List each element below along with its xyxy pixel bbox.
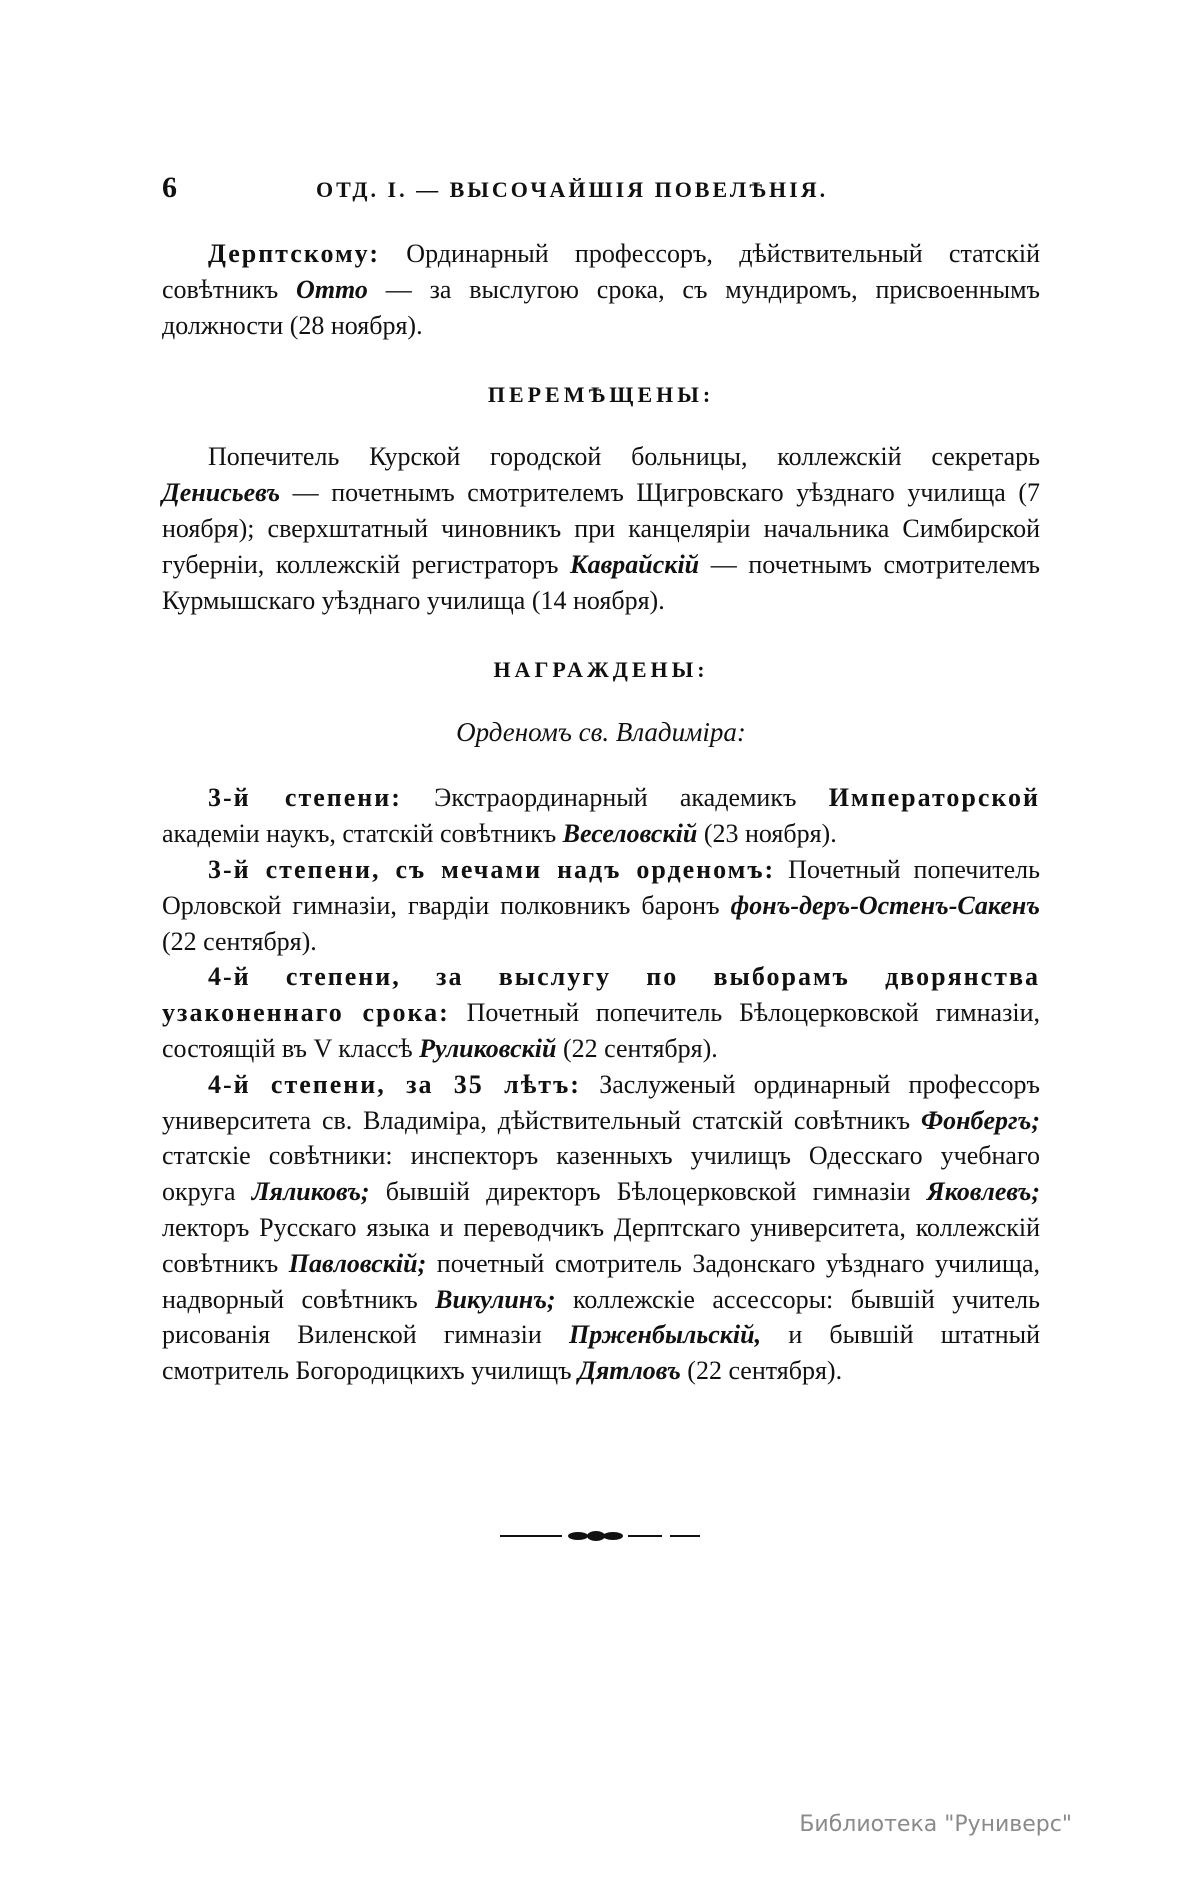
text-run: Почетный попечитель Бѣлоцерковской гимназіи, состоящій въ V классѣ — [162, 998, 1040, 1063]
text-run: — за выслугою срока, съ мундиромъ, присвоеннымъ должности (28 ноября). — [162, 274, 1041, 340]
library-watermark: Библиотека "Руниверс" — [799, 1812, 1072, 1837]
text-run: — почетнымъ смотрителемъ Щигровскаго уѣзднаго училища (7 ноября); сверхштатный чиновникъ при канцеляріи начальника Симбирской губерніи, коллежскій регистраторъ — [162, 478, 1040, 579]
person-name: фонъ-деръ-Остенъ-Сакенъ — [730, 890, 1040, 920]
imperial-word: Императорской — [828, 783, 1040, 813]
person-name: Веселовскій — [562, 819, 698, 849]
text-run: (23 ноября). — [697, 819, 837, 849]
text-run: статскіе совѣтники: инспекторъ казенныхъ училищъ Одесскаго учебнаго округа — [162, 1141, 1040, 1207]
text-run: Заслуженый ординарный профессоръ университета св. Владиміра, дѣйствительный статскій совѣтникъ — [162, 1069, 1040, 1135]
award-degree: 3-й степени: — [208, 783, 402, 813]
body-text — [162, 236, 1040, 1389]
text-run: почетный смотритель Задонскаго уѣзднаго училища, надворный совѣтникъ — [162, 1248, 1040, 1314]
university-lead: Дерптскому: — [208, 239, 380, 268]
paragraph-transfers — [162, 439, 1040, 618]
text-run: Ординарный профессоръ, дѣйствительный статскій совѣтникъ — [162, 239, 1040, 304]
text-run: Почетный попечитель Орловской гимназіи, гвардіи полковникъ баронъ — [162, 854, 1040, 920]
person-name: Руликовскій — [419, 1033, 557, 1063]
paragraph-derpt — [162, 236, 1040, 343]
text-run: Попечитель Курской городской больницы, коллежскій секретарь — [208, 442, 1040, 472]
person-name: Каврайскій — [570, 549, 700, 579]
person-name: Ляликовъ; — [251, 1177, 370, 1207]
text-run: и бывшій штатный смотритель Богородицкихъ училищъ — [162, 1320, 1040, 1386]
end-ornament-icon — [500, 1530, 700, 1542]
order-subheading: Орденомъ св. Владиміра: — [456, 717, 746, 748]
text-run: (22 сентября). — [680, 1356, 843, 1386]
person-name: Фонбергъ; — [920, 1105, 1040, 1135]
text-run: коллежскіе ассессоры: бывшій учитель рисованія Виленской гимназіи — [162, 1284, 1040, 1350]
paragraph-award-3 — [162, 959, 1040, 1066]
person-name: Денисьевъ — [162, 478, 281, 508]
text-run: лекторъ Русскаго языка и переводчикъ Дерптскаго университета, коллежскій совѣтникъ — [162, 1212, 1040, 1278]
award-degree: 4-й степени, за выслугу по выборамъ дворянства узаконеннаго срока: — [162, 962, 1040, 1028]
running-head: ОТД. I. — ВЫСОЧАЙШІЯ ПОВЕЛѢНІЯ. — [316, 177, 829, 202]
text-run: Экстраординарный академикъ — [401, 783, 829, 813]
person-name: Прженбыльскій, — [569, 1320, 762, 1350]
award-degree: 4-й степени, за 35 лѣтъ: — [208, 1069, 581, 1099]
paragraph-award-1 — [162, 780, 1040, 852]
award-degree: 3-й степени, съ мечами надъ орденомъ: — [208, 854, 776, 884]
text-run: — почетнымъ смотрителемъ Курмышскаго уѣзднаго училища (14 ноября). — [162, 549, 1041, 615]
page-header — [162, 168, 1040, 212]
person-name: Викулинъ; — [435, 1284, 556, 1314]
person-name: Яковлевъ; — [926, 1177, 1041, 1207]
paragraph-award-2 — [162, 852, 1040, 959]
section-heading-transfers: ПЕРЕМѢЩЕНЫ: — [487, 382, 715, 408]
text-run: бывшій директоръ Бѣлоцерковской гимназіи — [369, 1177, 927, 1207]
page-number: 6 — [162, 171, 177, 204]
person-name: Павловскій; — [288, 1248, 427, 1278]
text-run: (22 сентября). — [162, 926, 317, 956]
person-name: Отто — [296, 274, 368, 304]
person-name: Дятловъ — [578, 1356, 681, 1386]
text-run: академіи наукъ, статскій совѣтникъ — [162, 819, 563, 849]
section-heading-awards: НАГРАЖДЕНЫ: — [493, 657, 709, 683]
paragraph-award-4 — [162, 1067, 1040, 1389]
text-run: (22 сентября). — [556, 1033, 718, 1063]
